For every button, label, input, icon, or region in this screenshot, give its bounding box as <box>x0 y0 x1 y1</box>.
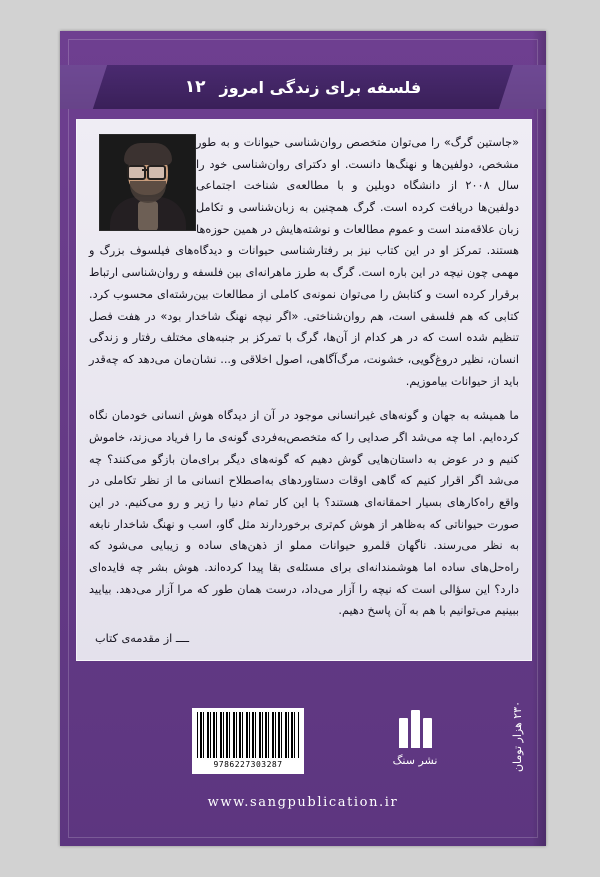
back-cover-paragraph-2: ما همیشه به جهان و گونه‌های غیرانسانی موجود در آن از دیدگاه هوش انسانی خودمان نگاه کرده‌ایم. اما چه می‌شد اگر صدایی را که متخصص‌به‌فردی گونه‌ی ما را فریاد می‌زند، خاموش کنیم و در عوض به داستان‌هایی گوش دهیم که گونه‌های دیگر برای‌مان بازگو می‌کنند؟ چه می‌شد اگر اقرار کنیم که گاهی اوقات دستاوردهای به‌اصطلاح انسانی ما از نظر تکاملی در واقع راه‌کارهای بسیار احمقانه‌ای هستند؟ با این کار تمام دنیا را زیر و رو می‌کنیم. در این صورت حیواناتی که به‌ظاهر از هوش کم‌تری برخوردارند مثل گاو، اسب و نهنگ شاخدار نابغه به نظر می‌رسند. ناگهان قلمرو حیوانات مملو از ذهن‌های ساده و زیبایی می‌شود که راه‌حل‌های ساده اما هوشمندانه‌ای برای مسئله‌ی بقا پیدا کرده‌اند. هوش بشر چه فایده‌ای دارد؟ این سؤالی است که نیچه را آزار می‌داد، درست همان طور که مرا آزار می‌دهد. بیایید ببینیم می‌توانیم با هم به آن پاسخ دهیم. <box>89 409 519 618</box>
portrait-shirt <box>138 201 158 231</box>
barcode-bars <box>197 712 299 758</box>
book-back-cover <box>60 31 546 846</box>
portrait-glasses-left <box>127 165 146 180</box>
series-title: فلسفه برای زندگی امروز <box>219 77 422 97</box>
paragraph-separator <box>89 392 519 405</box>
back-cover-attribution: ــــ از مقدمه‌ی کتاب <box>95 632 190 646</box>
publisher-website: www.sangpublication.ir <box>207 795 399 810</box>
portrait-hair <box>124 143 172 165</box>
barcode <box>192 708 304 774</box>
portrait-glasses-bridge <box>142 169 147 171</box>
series-number: ۱۲ <box>184 77 206 97</box>
back-cover-paragraph-1: «جاستین گرگ» را می‌توان متخصص روان‌شناسی حیوانات و به طور مشخص، دولفین‌ها و نهنگ‌ها دانست. او دکترای روان‌شناسی خود را سال ۲۰۰۸ از دانشگاه دوبلین و با مطالعه‌ی شناخت اجتماعی دولفین‌ها دریافت کرده است. گرگ همچنین به زبان‌شناسی و تکامل زبان علاقه‌مند است و عموم مطالعات و نوشته‌هایش در همین حوزه‌ها هستند. تمرکز او در این کتاب نیز بر رفتارشناسی حیوانات و دیدگاه‌های فیلسوف بزرگ و مهمی چون نیچه در این باره است. گرگ به طرز ماهرانه‌ای بین فلسفه و روان‌شناسی ارتباط برقرار کرده است و کتابش را می‌توان نمونه‌ی کاملی از مطالعات بین‌رشته‌ای محسوب کرد. کتابی که هم فلسفی است، هم روان‌شناختی. «اگر نیچه نهنگ شاخدار بود» در هفت فصل تنظیم شده است که در هر کدام از آن‌ها، گرگ با تمرکز بر جنبه‌های مختلف رفتار و زندگی انسان، نظیر دروغ‌گویی، خشونت، مرگ‌آگاهی، اصول اخلاقی و... نشان‌مان می‌دهد که چه‌قدر باید از حیوانات بیاموزیم. <box>89 136 519 388</box>
series-header-band <box>60 65 546 109</box>
publisher-logo-icon <box>393 708 437 748</box>
back-cover-text-panel <box>76 119 532 661</box>
author-portrait <box>99 134 196 231</box>
publisher-name: نشر سنگ <box>392 754 438 767</box>
portrait-glasses-right <box>147 165 166 180</box>
price-label: ۲۳۰ هزار تومان <box>511 700 524 772</box>
publisher-logo-block <box>350 708 480 774</box>
spine-shading <box>532 31 546 846</box>
back-cover-text-inner <box>89 132 519 648</box>
barcode-number: 9786227303287 <box>213 760 283 769</box>
